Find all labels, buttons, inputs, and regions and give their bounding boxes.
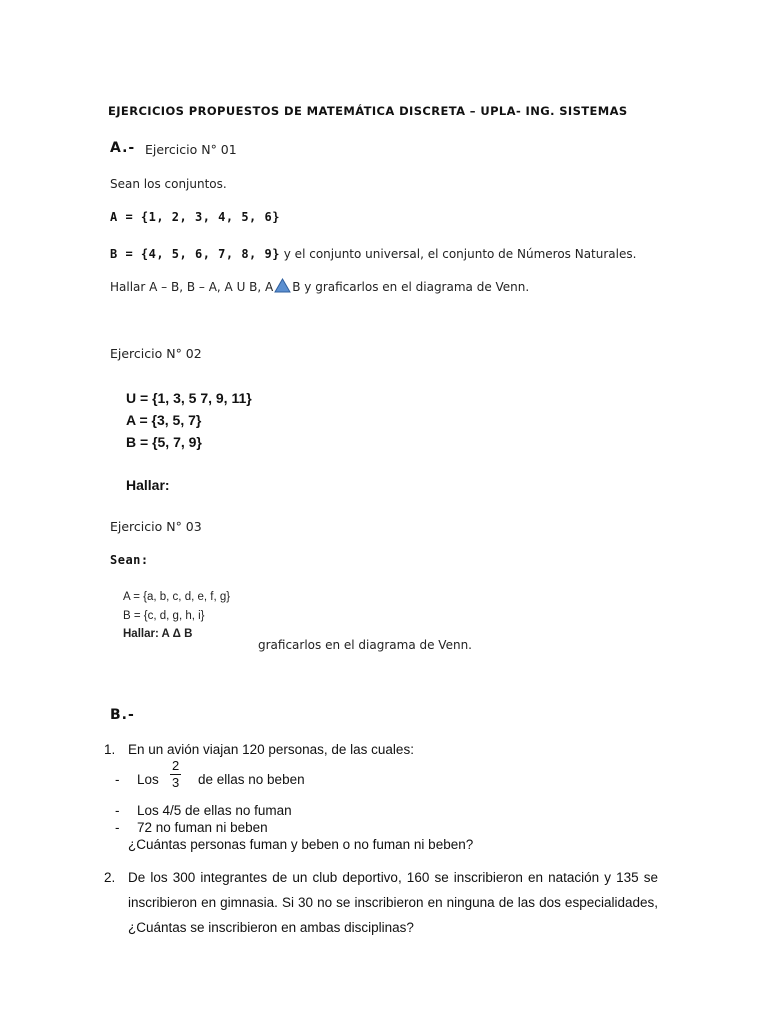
problem-1-text: En un avión viajan 120 personas, de las cuales: bbox=[128, 742, 414, 757]
ej3-set-b: B = {c, d, g, h, i} bbox=[123, 610, 205, 622]
bullet-dash: - bbox=[115, 772, 120, 787]
ej2-set-u: U = {1, 3, 5 7, 9, 11} bbox=[126, 390, 252, 406]
bullet-dash: - bbox=[115, 820, 120, 835]
ej3-hallar: Hallar: A Δ B bbox=[123, 628, 193, 640]
fraction-numerator: 2 bbox=[172, 758, 180, 773]
ej2-set-a: A = {3, 5, 7} bbox=[126, 412, 202, 428]
ejercicio-02-heading: Ejercicio N° 02 bbox=[110, 346, 202, 361]
bullet-1-post: de ellas no beben bbox=[198, 772, 305, 787]
ejercicio-03-heading: Ejercicio N° 03 bbox=[110, 519, 202, 534]
ej3-graficar: graficarlos en el diagrama de Venn. bbox=[258, 638, 472, 652]
ej3-sean: Sean: bbox=[110, 553, 149, 567]
bullet-2-text: Los 4/5 de ellas no fuman bbox=[137, 803, 292, 818]
triangle-delta-icon bbox=[274, 278, 291, 293]
ej1-intro: Sean los conjuntos. bbox=[110, 177, 227, 191]
ej1-set-b-line bbox=[110, 243, 636, 262]
problem-2-number: 2. bbox=[104, 870, 116, 885]
ej1-hallar-pre: Hallar A – B, B – A, A U B, A bbox=[110, 280, 274, 294]
ej1-set-b-tail: y el conjunto universal, el conjunto de Números Naturales. bbox=[279, 247, 637, 261]
section-b-label: B.- bbox=[110, 707, 135, 723]
bullet-1-pre: Los bbox=[137, 772, 159, 787]
ejercicio-01-heading: Ejercicio N° 01 bbox=[145, 142, 237, 157]
ej1-hallar-post: B y graficarlos en el diagrama de Venn. bbox=[292, 280, 530, 294]
bullet-dash: - bbox=[115, 803, 120, 818]
ej1-set-a: A = {1, 2, 3, 4, 5, 6} bbox=[110, 210, 280, 224]
fraction-two-thirds bbox=[170, 758, 181, 791]
problem-2-text: De los 300 integrantes de un club deportivo, 160 se inscribieron en natación y 135 se inscribieron en gimnasia. Si 30 no se inscribieron en ninguna de las dos especialidades, ¿Cuántas se inscribieron en ambas disciplinas? bbox=[128, 870, 658, 935]
bullet-3-text: 72 no fuman ni beben bbox=[137, 820, 268, 835]
section-a-label: A.- bbox=[110, 140, 136, 156]
ej3-set-a: A = {a, b, c, d, e, f, g} bbox=[123, 591, 231, 603]
ej2-hallar: Hallar: bbox=[126, 477, 170, 493]
problem-1-number: 1. bbox=[104, 742, 116, 757]
ej1-hallar-line bbox=[110, 278, 529, 294]
fraction-denominator: 3 bbox=[172, 775, 180, 790]
problem-1-question: ¿Cuántas personas fuman y beben o no fuman ni beben? bbox=[128, 837, 474, 852]
ej1-set-b: B = {4, 5, 6, 7, 8, 9} bbox=[110, 247, 280, 261]
ej2-set-b: B = {5, 7, 9} bbox=[126, 434, 202, 450]
page-title: EJERCICIOS PROPUESTOS DE MATEMÁTICA DISCRETA – UPLA- ING. SISTEMAS bbox=[108, 104, 628, 118]
